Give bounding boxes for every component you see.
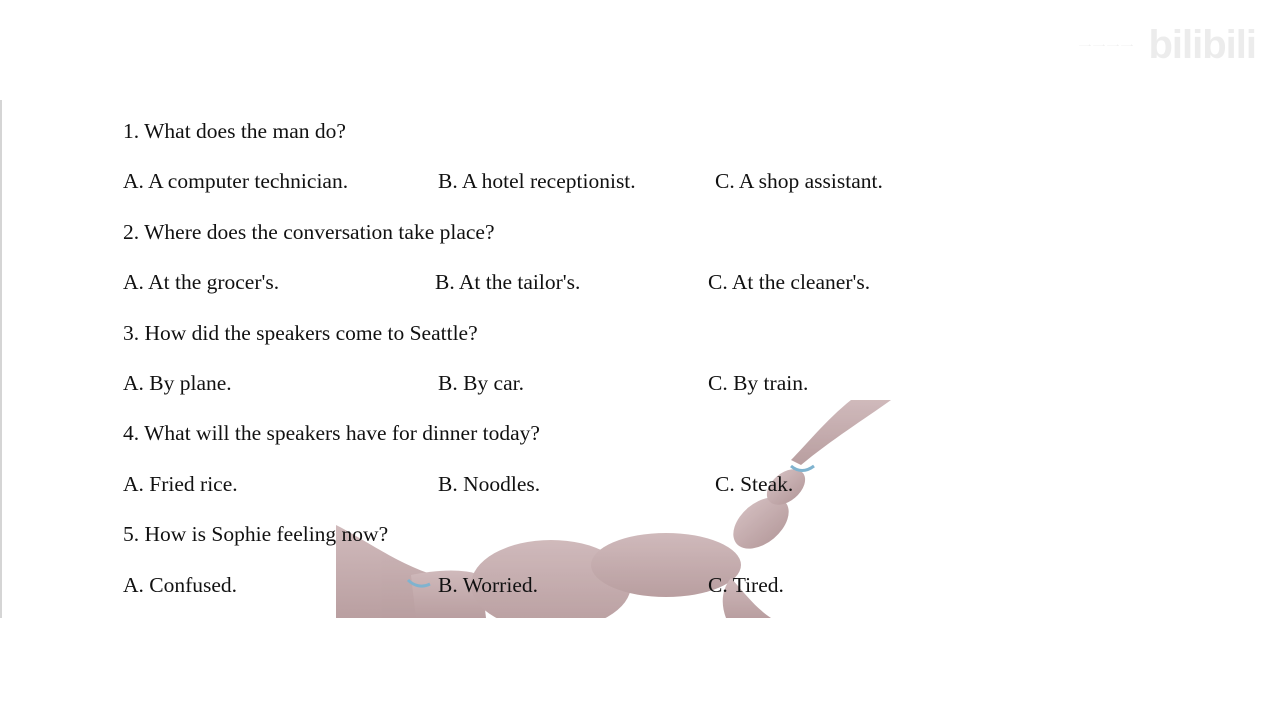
question-stem <box>123 318 1123 368</box>
option-a: A. Fried rice. <box>123 471 238 496</box>
question-1-text: 1. What does the man do? <box>123 119 346 143</box>
question-list <box>123 116 1123 620</box>
question-stem <box>123 116 1123 166</box>
option-a: A. At the grocer's. <box>123 270 280 295</box>
option-c: C. A shop assistant. <box>715 169 883 194</box>
question-options <box>123 267 1123 317</box>
question-options <box>123 166 1123 216</box>
option-c: C. By train. <box>708 370 809 395</box>
question-5-text: 5. How is Sophie feeling now? <box>123 522 389 547</box>
option-b: B. Worried. <box>438 572 538 597</box>
question-options <box>123 469 1123 519</box>
question-3-text: 3. How did the speakers come to Seattle? <box>123 320 478 345</box>
option-b: B. At the tailor's. <box>435 270 581 295</box>
option-b: B. A hotel receptionist. <box>438 169 636 194</box>
question-4-text: 4. What will the speakers have for dinner today? <box>123 421 540 446</box>
question-stem <box>123 418 1123 468</box>
question-options <box>123 368 1123 418</box>
top-band <box>0 0 1280 100</box>
option-a: A. A computer technician. <box>123 169 349 194</box>
bilibili-watermark <box>1016 22 1256 68</box>
option-a: A. By plane. <box>123 370 232 395</box>
option-a: A. Confused. <box>123 572 238 597</box>
option-c: C. Steak. <box>715 471 794 496</box>
option-c: C. Tired. <box>708 572 784 597</box>
option-b: B. By car. <box>438 370 524 395</box>
question-stem <box>123 217 1123 267</box>
question-2-text: 2. Where does the conversation take place? <box>123 219 495 244</box>
option-c: C. At the cleaner's. <box>708 270 871 295</box>
watermark-text: 一一一一 <box>1078 38 1135 54</box>
option-b: B. Noodles. <box>438 471 541 496</box>
bilibili-logo: bilibili <box>1148 22 1256 67</box>
question-stem <box>123 519 1123 569</box>
question-options <box>123 570 1123 620</box>
